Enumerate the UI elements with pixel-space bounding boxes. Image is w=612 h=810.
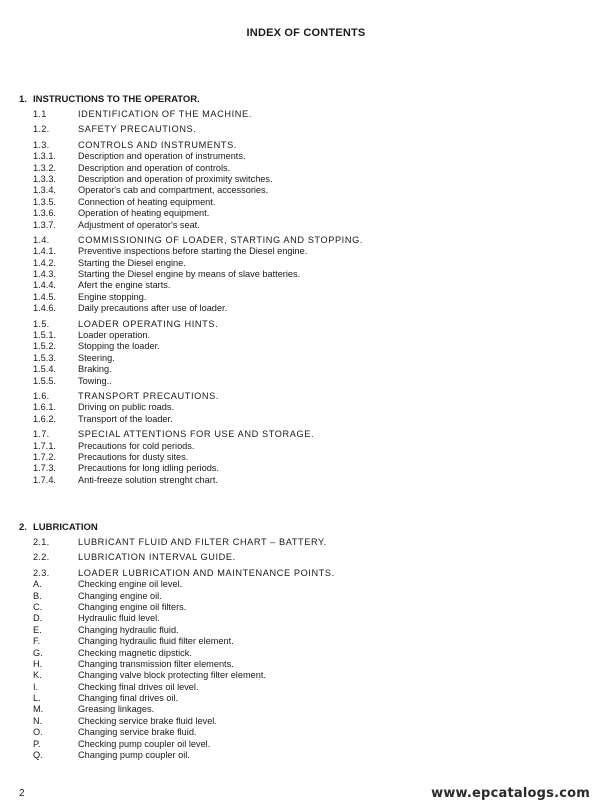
section-number: 2. xyxy=(19,522,27,533)
toc-entry xyxy=(19,659,589,670)
toc-entry-number: 2.1. xyxy=(33,537,50,547)
toc-entry-title: Anti-freeze solution strenght chart. xyxy=(78,474,218,485)
toc-entry-number: 1.6.2. xyxy=(33,413,56,424)
toc-entry xyxy=(19,750,589,761)
toc-entry-title: Transport of the loader. xyxy=(78,413,173,424)
toc-entry xyxy=(19,414,589,425)
toc-entry xyxy=(19,625,589,636)
toc-entry xyxy=(19,648,589,659)
toc-entry-number: 1.4.3. xyxy=(33,269,56,280)
toc-entry-number: 1.4.6. xyxy=(33,303,56,314)
toc-entry xyxy=(19,739,589,750)
toc-entry-title: Engine stopping. xyxy=(78,291,147,302)
toc-entry xyxy=(19,452,589,463)
toc-entry-number: 2.2. xyxy=(33,552,50,563)
toc-entry-title: Driving on public roads. xyxy=(78,402,175,413)
toc-entry xyxy=(19,330,589,341)
toc-entry-number: I. xyxy=(33,681,39,692)
toc-entry xyxy=(19,151,589,162)
toc-entry-number: E. xyxy=(33,624,42,635)
toc-entry-title: COMMISSIONING OF LOADER, STARTING AND STOPPING. xyxy=(78,234,363,245)
toc-entry-title: Operation of heating equipment. xyxy=(78,208,210,219)
toc-entry-number: 1.7.1. xyxy=(33,440,56,451)
toc-entry-number: 1.6.1. xyxy=(33,402,56,413)
section-lubrication xyxy=(19,522,589,761)
toc-entry-number: 1.5. xyxy=(33,318,50,329)
toc-entry-number: 1.3.7. xyxy=(33,219,56,230)
toc-entry xyxy=(19,208,589,219)
toc-entry xyxy=(19,670,589,681)
toc-entry xyxy=(19,197,589,208)
toc-entry xyxy=(19,319,589,330)
toc-entry-title: Braking. xyxy=(78,364,112,375)
toc-entry xyxy=(19,693,589,704)
toc-entry-number: 1.6. xyxy=(33,390,50,401)
toc-entry xyxy=(19,402,589,413)
toc-entry xyxy=(19,441,589,452)
toc-entry xyxy=(19,475,589,486)
toc-entry-number: 1.7.2. xyxy=(33,451,56,462)
toc-entry-title: Checking final drives oil level. xyxy=(78,681,199,692)
toc-entry-number: 1.2. xyxy=(33,124,50,135)
toc-entry-number: P. xyxy=(33,738,41,749)
watermark: www.epcatalogs.com xyxy=(431,786,590,801)
toc-entry-number: O. xyxy=(33,727,43,738)
toc-entry-number: H. xyxy=(33,658,43,669)
toc-entry xyxy=(19,537,589,548)
toc-entry-number: 1.3.3. xyxy=(33,173,56,184)
toc-entry-title: Starting the Diesel engine. xyxy=(78,257,186,268)
toc-entry xyxy=(19,220,589,231)
section-entries xyxy=(19,109,589,486)
toc-entry-title: Greasing linkages. xyxy=(78,704,155,715)
toc-entry-title: TRANSPORT PRECAUTIONS. xyxy=(78,390,219,401)
toc-entry-number: 1.4.1. xyxy=(33,246,56,257)
toc-entry xyxy=(19,140,589,151)
toc-entry xyxy=(19,174,589,185)
toc-entry-title: Operator's cab and compartment, accessories. xyxy=(78,185,269,196)
toc-entry-number: 1.3.5. xyxy=(33,196,56,207)
toc-entry-number: 1.3.4. xyxy=(33,185,56,196)
toc-entry xyxy=(19,124,589,135)
toc-entry-title: Afert the engine starts. xyxy=(78,280,171,291)
section-title: INSTRUCTIONS TO THE OPERATOR. xyxy=(33,94,200,105)
toc-entry xyxy=(19,391,589,402)
section-entries xyxy=(19,537,589,761)
toc-entry-number: 1.1 xyxy=(33,109,47,119)
toc-entry-title: Checking engine oil level. xyxy=(78,579,183,590)
toc-entry-title: Checking pump coupler oil level. xyxy=(78,738,211,749)
toc-entry-number: K. xyxy=(33,670,42,681)
section-heading xyxy=(19,94,589,105)
toc-entry-title: Changing service brake fluid. xyxy=(78,727,197,738)
toc-entry-title: LOADER OPERATING HINTS. xyxy=(78,318,219,329)
toc-entry-number: 1.4. xyxy=(33,234,50,245)
toc-entry xyxy=(19,258,589,269)
toc-entry-number: M. xyxy=(33,704,44,715)
toc-entry-number: 1.4.5. xyxy=(33,291,56,302)
toc-entry-title: Changing pump coupler oil. xyxy=(78,750,190,761)
toc-entry-number: 1.5.4. xyxy=(33,364,56,375)
toc-entry xyxy=(19,109,589,120)
toc-entry-number: L. xyxy=(33,693,41,704)
toc-entry-title: Adjustment of operator's seat. xyxy=(78,219,200,230)
toc-entry xyxy=(19,429,589,440)
toc-entry xyxy=(19,716,589,727)
toc-entry xyxy=(19,682,589,693)
toc-entry-title: Precautions for dusty sites. xyxy=(78,451,189,462)
toc-entry-title: Checking service brake fluid level. xyxy=(78,715,217,726)
toc-entry xyxy=(19,235,589,246)
toc-entry-title: Changing engine oil. xyxy=(78,590,162,601)
toc-entry xyxy=(19,613,589,624)
toc-entry-number: 1.7. xyxy=(33,429,50,440)
toc-entry-title: CONTROLS AND INSTRUMENTS. xyxy=(78,139,237,150)
toc-entry-title: Preventive inspections before starting the Diesel engine. xyxy=(78,246,308,257)
toc-entry-number: 1.3. xyxy=(33,139,50,150)
toc-entry-title: Description and operation of proximity switches. xyxy=(78,173,273,184)
toc-entry-number: 1.7.4. xyxy=(33,474,56,485)
toc-entry-title: Precautions for long idling periods. xyxy=(78,463,219,474)
toc-entry xyxy=(19,579,589,590)
toc-entry xyxy=(19,376,589,387)
toc-entry-title: Starting the Diesel engine by means of slave batteries. xyxy=(78,269,301,280)
toc-entry-number: B. xyxy=(33,590,42,601)
toc-entry-title: Changing valve block protecting filter element. xyxy=(78,670,266,681)
toc-entry-title: LUBRICATION INTERVAL GUIDE. xyxy=(78,552,236,563)
toc-entry xyxy=(19,636,589,647)
toc-entry xyxy=(19,185,589,196)
toc-entry xyxy=(19,269,589,280)
toc-entry-title: SPECIAL ATTENTIONS FOR USE AND STORAGE. xyxy=(78,429,315,440)
toc-entry-number: 1.3.2. xyxy=(33,162,56,173)
toc-entry-title: LUBRICANT FLUID AND FILTER CHART – BATTERY. xyxy=(78,537,327,547)
toc-entry-number: F. xyxy=(33,636,41,647)
toc-entry-title: Stopping the loader. xyxy=(78,341,160,352)
section-title: LUBRICATION xyxy=(33,522,98,533)
toc-entry-number: N. xyxy=(33,715,43,726)
section-heading xyxy=(19,522,589,533)
toc-entry xyxy=(19,727,589,738)
toc-entry-title: Connection of heating equipment. xyxy=(78,196,216,207)
toc-entry-title: Towing.. xyxy=(78,375,112,386)
toc-entry xyxy=(19,602,589,613)
toc-entry-title: Changing engine oil filters. xyxy=(78,601,187,612)
page-number: 2 xyxy=(19,788,25,799)
toc-entry xyxy=(19,591,589,602)
toc-entry-title: IDENTIFICATION OF THE MACHINE. xyxy=(78,109,252,119)
toc-entry-title: Description and operation of instruments. xyxy=(78,151,246,162)
toc-entry-number: 1.3.6. xyxy=(33,208,56,219)
toc-entry-title: SAFETY PRECAUTIONS. xyxy=(78,124,197,135)
toc-entry xyxy=(19,568,589,579)
toc-entry-number: Q. xyxy=(33,750,43,761)
toc-entry-title: Changing transmission filter elements. xyxy=(78,658,234,669)
toc-entry-number: 1.7.3. xyxy=(33,463,56,474)
toc-entry-number: C. xyxy=(33,601,43,612)
toc-entry xyxy=(19,292,589,303)
toc-entry-title: Daily precautions after use of loader. xyxy=(78,303,228,314)
toc-entry-title: Changing final drives oil. xyxy=(78,693,179,704)
toc-entry xyxy=(19,364,589,375)
toc-entry-number: 1.5.5. xyxy=(33,375,56,386)
toc-entry-title: Loader operation. xyxy=(78,330,151,341)
toc-entry xyxy=(19,704,589,715)
toc-entry-number: G. xyxy=(33,647,43,658)
toc-entry xyxy=(19,552,589,563)
page-title: INDEX OF CONTENTS xyxy=(246,27,366,39)
toc-entry-number: 2.3. xyxy=(33,567,50,578)
toc-entry xyxy=(19,353,589,364)
toc-entry-number: 1.5.2. xyxy=(33,341,56,352)
toc-entry-number: 1.4.4. xyxy=(33,280,56,291)
toc-entry xyxy=(19,463,589,474)
toc-entry-title: Hydraulic fluid level. xyxy=(78,613,160,624)
toc-entry-title: Description and operation of controls. xyxy=(78,162,231,173)
section-number: 1. xyxy=(19,94,27,105)
toc-entry-number: 1.3.1. xyxy=(33,151,56,162)
toc-entry-title: Precautions for cold periods. xyxy=(78,440,195,451)
toc-entry-title: Changing hydraulic fluid. xyxy=(78,624,179,635)
toc-entry-number: A. xyxy=(33,579,42,590)
toc-entry-title: Checking magnetic dipstick. xyxy=(78,647,192,658)
toc-entry xyxy=(19,280,589,291)
toc-entry-number: 1.4.2. xyxy=(33,257,56,268)
toc-entry-number: 1.5.3. xyxy=(33,352,56,363)
section-instructions xyxy=(19,94,589,486)
toc-entry xyxy=(19,163,589,174)
toc-entry-title: LOADER LUBRICATION AND MAINTENANCE POINTS. xyxy=(78,567,335,578)
toc-entry xyxy=(19,246,589,257)
toc-entry-number: 1.5.1. xyxy=(33,330,56,341)
toc-entry-number: D. xyxy=(33,613,43,624)
toc-entry xyxy=(19,303,589,314)
toc-entry-title: Changing hydraulic fluid filter element. xyxy=(78,636,234,647)
toc-entry-title: Steering. xyxy=(78,352,115,363)
toc-entry xyxy=(19,341,589,352)
